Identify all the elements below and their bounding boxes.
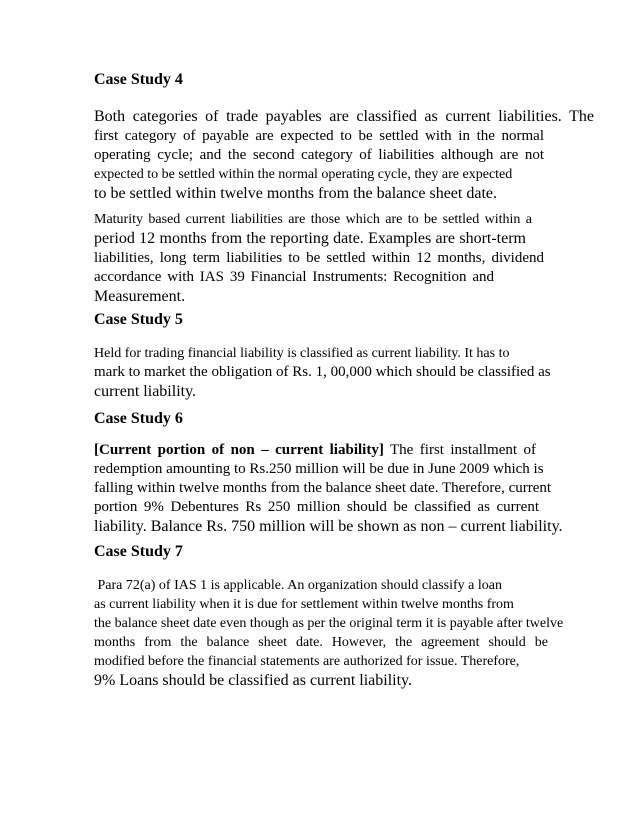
text-line: Maturity based current liabilities are those which are to be settled within a [94, 212, 532, 227]
text-line: Measurement. [94, 288, 186, 305]
text-line: 9% Loans should be classified as current liability. [94, 672, 412, 689]
text-line: Both categories of trade payables are classified as current liabilities. The [94, 108, 594, 125]
text-line: Para 72(a) of IAS 1 is applicable. An organization should classify a loan [94, 578, 502, 593]
case-study-4-paragraph-1 [94, 107, 594, 204]
text-line: Held for trading financial liability is classified as current liability. It has to [94, 346, 510, 361]
text-line: redemption amounting to Rs.250 million will be due in June 2009 which is [94, 461, 544, 477]
case-study-6-paragraph [94, 441, 594, 537]
case-study-4-heading: Case Study 4 [94, 71, 183, 88]
text-line: to be settled within twelve months from the balance sheet date. [94, 185, 497, 202]
text-line: falling within twelve months from the balance sheet date. Therefore, current [94, 480, 552, 496]
text-line: modified before the financial statements are authorized for issue. Therefore, [94, 654, 520, 669]
case-study-7-heading: Case Study 7 [94, 543, 183, 560]
text-line: liability. Balance Rs. 750 million will be shown as non – current liability. [94, 518, 563, 535]
text-line: accordance with IAS 39 Financial Instruments: Recognition and [94, 269, 494, 285]
text-line: liabilities, long term liabilities to be settled within 12 months, dividend [94, 250, 544, 266]
text-line: period 12 months from the reporting date. Examples are short-term [94, 230, 526, 247]
text-line: expected to be settled within the normal operating cycle, they are expected [94, 167, 513, 182]
text-line: as current liability when it is due for settlement within twelve months from [94, 597, 514, 612]
case-study-6-heading: Case Study 6 [94, 410, 183, 427]
case-study-7-paragraph [94, 576, 594, 691]
text-line: operating cycle; and the second category of liabilities although are not [94, 147, 544, 163]
inline-text: The first installment of [383, 442, 536, 458]
text-line: first category of payable are expected to be settled with in the normal [94, 128, 544, 144]
text-line [94, 441, 536, 460]
text-line: mark to market the obligation of Rs. 1, 00,000 which should be classified as [94, 364, 551, 380]
case-study-5-paragraph [94, 344, 594, 402]
case-study-4-paragraph-2 [94, 210, 594, 307]
text-line: months from the balance sheet date. However, the agreement should be [94, 635, 548, 650]
case-study-5-heading: Case Study 5 [94, 311, 183, 328]
text-line: current liability. [94, 383, 197, 400]
text-line: the balance sheet date even though as per the original term it is payable after twelve [94, 616, 564, 631]
text-line: portion 9% Debentures Rs 250 million should be classified as current [94, 499, 539, 515]
bold-lead-text: [Current portion of non – current liability] [94, 442, 384, 458]
